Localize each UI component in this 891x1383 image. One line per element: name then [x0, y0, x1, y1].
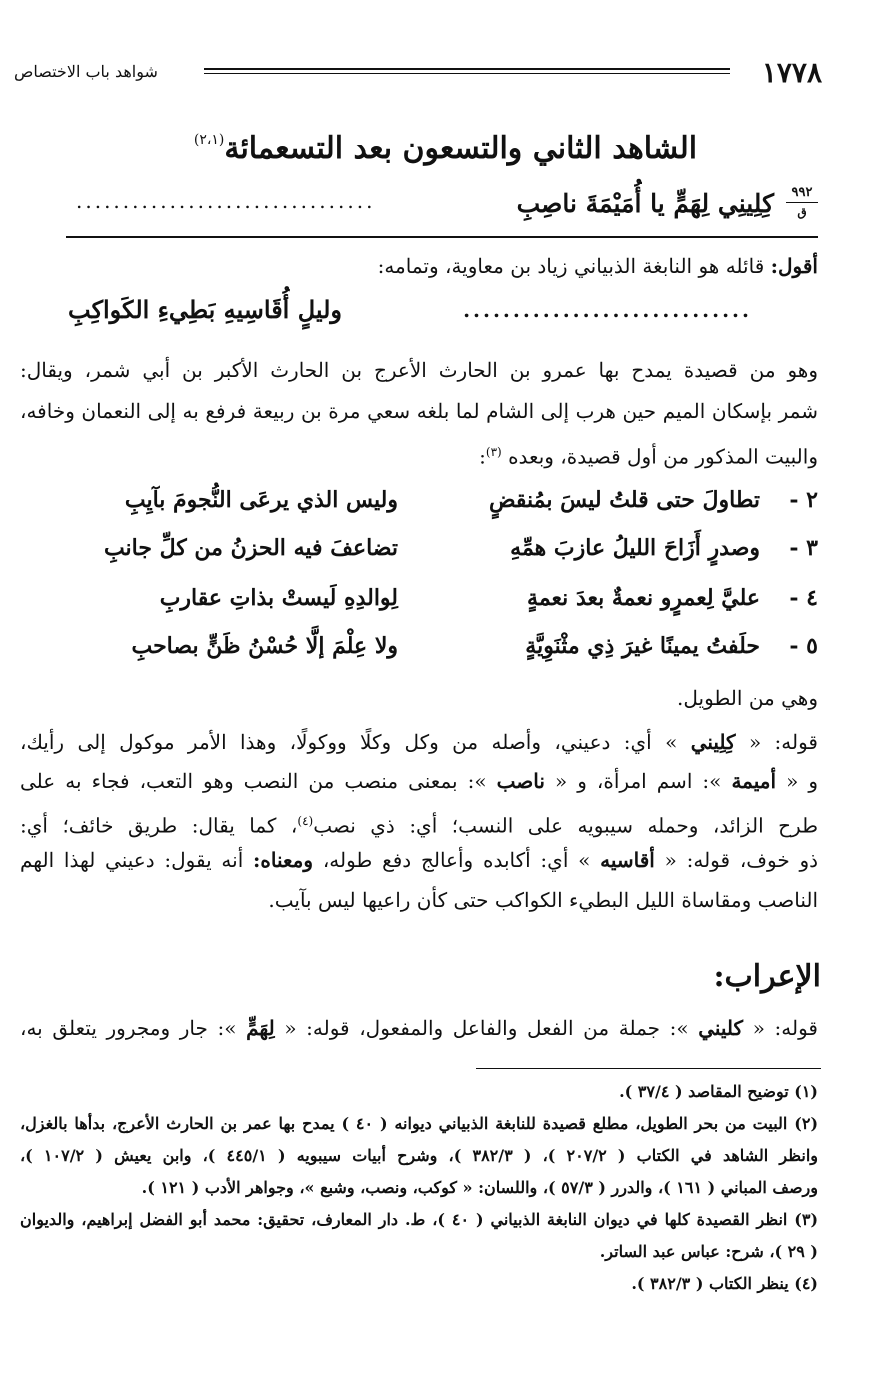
verse-first-half: حلَفتُ يمينًا غيرَ ذِي مثْنَوِيَّةٍ — [525, 633, 760, 659]
verse-number-letter: ق — [786, 202, 818, 221]
paragraph-text: »: اسم امرأة، و « — [544, 769, 732, 793]
verse-completion — [20, 290, 818, 330]
footnote: ورصف المباني ( ١٦١ )، والدرر ( ٥٧/٣ )، واللسان: « كوكب، ونصب، وشبع »، وجواهر الأدب ( ١٢١ ). — [141, 1178, 818, 1197]
verse-heading — [66, 178, 818, 238]
title-text: الشاهد الثاني والتسعون بعد التسعمائة — [224, 131, 698, 166]
page-header — [14, 56, 822, 90]
verse-line-number: ٢ - — [789, 487, 818, 513]
completion-text: وليلٍ أُقَاسِيهِ بَطِيءِ الكَواكِبِ — [68, 295, 343, 324]
term: ناصب — [496, 769, 545, 793]
verse-line — [20, 626, 818, 666]
footnote: (٣) انظر القصيدة كلها في ديوان النابغة الذبياني ( ٤٠ )، ط. دار المعارف، تحقيق: محمد أبو الفضل إبراهيم، والديوان — [20, 1210, 819, 1229]
intro-text: قائله هو النابغة الذبياني زياد بن معاوية، وتمامه: — [377, 254, 771, 278]
verse-second-half: ولا عِلْمَ إلَّا حُسْنُ ظَنٍّ بصاحبِ — [131, 633, 398, 659]
page-number: ١٧٧٨ — [761, 56, 822, 89]
paragraph-text-end: : — [479, 444, 486, 469]
paragraph-text: قوله: « — [735, 730, 818, 754]
paragraph-text: ذو خوف، قوله: « — [654, 848, 819, 872]
paragraph-text: والبيت المذكور من أول قصيدة، وبعده — [508, 444, 818, 469]
footnote: (٢) البيت من بحر الطويل، مطلع قصيدة للنابغة الذبياني ديوانه ( ٤٠ ) يمدح بها عمر بن الحارث الأعرج، بدأها بالغزل، — [20, 1114, 819, 1133]
completion-dots: ............................. — [463, 298, 752, 322]
verse-line — [20, 578, 818, 618]
verse-second-half: وليس الذي يرعَى النُّجومَ بآيِبِ — [124, 487, 398, 513]
paragraph-line — [20, 763, 818, 799]
footnote: (١) توضيح المقاصد ( ٣٧/٤ ). — [619, 1082, 818, 1101]
page-title — [0, 114, 891, 175]
header-rule — [204, 68, 730, 74]
verse-line-number: ٣ - — [789, 535, 818, 561]
footnote: ( ٢٩ )، شرح: عباس عبد الساتر. — [599, 1242, 818, 1261]
footnote: وانظر الشاهد في الكتاب ( ٢٠٧/٢ )، ( ٣٨٢/٣ )، وشرح أبيات سيبويه ( ٤٤٥/١ )، وابن يعيش ( ١٠٧/٢ )، — [20, 1146, 819, 1165]
term: كليني — [698, 1016, 744, 1040]
verse-number — [786, 184, 818, 221]
verse-line-number: ٤ - — [789, 585, 818, 611]
verse-heading-text: كِلِينِي لِهَمٍّ يا أُمَيْمَةَ ناصِبِ — [516, 189, 774, 218]
paragraph-text: » أي: أكابده وأعالج دفع طوله، — [313, 848, 601, 872]
paragraph-line: وهو من قصيدة يمدح بها عمرو بن الحارث الأعرج بن الحارث الأكبر بن أبي شمر، ويقال: — [20, 358, 818, 382]
paragraph-line — [20, 842, 818, 878]
section-title: الإعراب: — [713, 959, 821, 994]
paragraph-line: الناصب ومقاساة الليل البطيء الكواكب حتى كأن راعيها ليس بآيب. — [268, 888, 818, 912]
footnote-ref: (٣) — [485, 445, 502, 459]
paragraph-text: »: جملة من الفعل والفاعل والمفعول، قوله: « — [274, 1016, 699, 1040]
paragraph-line — [20, 1010, 818, 1046]
paragraph-line — [20, 724, 818, 760]
paragraph-line: شمر بإسكان الميم حين هرب إلى الشام لما بلغه سعي مرة بن ربيعة فرفع به إلى النعمان وخافه، — [20, 399, 818, 423]
term: كِلِيني — [690, 730, 736, 754]
footnote-rule — [476, 1068, 821, 1069]
verse-first-half: تطاولَ حتى قلتُ ليسَ بمُنقضٍ — [488, 487, 760, 513]
paragraph-text: قوله: « — [743, 1016, 818, 1040]
verse-first-half: عليَّ لِعمرٍو نعمةٌ بعدَ نعمةٍ — [527, 585, 760, 611]
paragraph-text: »: بمعنى منصب من النصب وهو التعب، فجاء به على — [20, 769, 497, 793]
verse-heading-dots: ................................ — [76, 189, 376, 213]
paragraph-text: أنه يقول: دعيني لهذا الهم — [20, 848, 254, 872]
intro-line — [20, 248, 818, 284]
paragraph-line — [20, 803, 818, 844]
verse-second-half: لِوالدِهِ لَيستْ بذاتِ عقاربِ — [159, 585, 398, 611]
term: أميمة — [731, 769, 777, 793]
term: ومعناه: — [253, 848, 314, 872]
verse-line — [20, 480, 818, 520]
verse-line — [20, 528, 818, 568]
term: أقاسيه — [600, 848, 655, 872]
verse-line-number: ٥ - — [789, 633, 818, 659]
intro-label: أقول: — [770, 254, 818, 278]
footnote-ref: (٤) — [297, 814, 314, 828]
verse-first-half: وصدرٍ أَزَاحَ الليلُ عازبَ همِّهِ — [510, 535, 760, 561]
verse-second-half: تضاعفَ فيه الحزنُ من كلِّ جانبِ — [103, 535, 398, 561]
paragraph-text: طرح الزائد، وحمله سيبويه على النسب؛ أي: ذي نصب — [313, 813, 818, 838]
footnote: (٤) ينظر الكتاب ( ٣٨٢/٣ ). — [631, 1274, 818, 1293]
title-note-ref: (٢،١) — [193, 132, 225, 148]
paragraph-text: و « — [776, 769, 819, 793]
paragraph-text: ، كما يقال: طريق خائف؛ أي: — [20, 813, 298, 838]
paragraph-text: » أي: دعيني، وأصله من وكل وكلًا ووكولًا، وهذا الأمر موكول إلى رأيك، — [20, 730, 691, 754]
running-title: شواهد باب الاختصاص — [14, 62, 158, 81]
paragraph-line — [20, 434, 818, 475]
term: لِهَمٍّ — [246, 1016, 275, 1040]
verse-number-value: ٩٩٢ — [791, 185, 813, 200]
paragraph-text: »: جار ومجرور يتعلق به، — [20, 1016, 247, 1040]
meter-note: وهي من الطويل. — [677, 686, 818, 710]
